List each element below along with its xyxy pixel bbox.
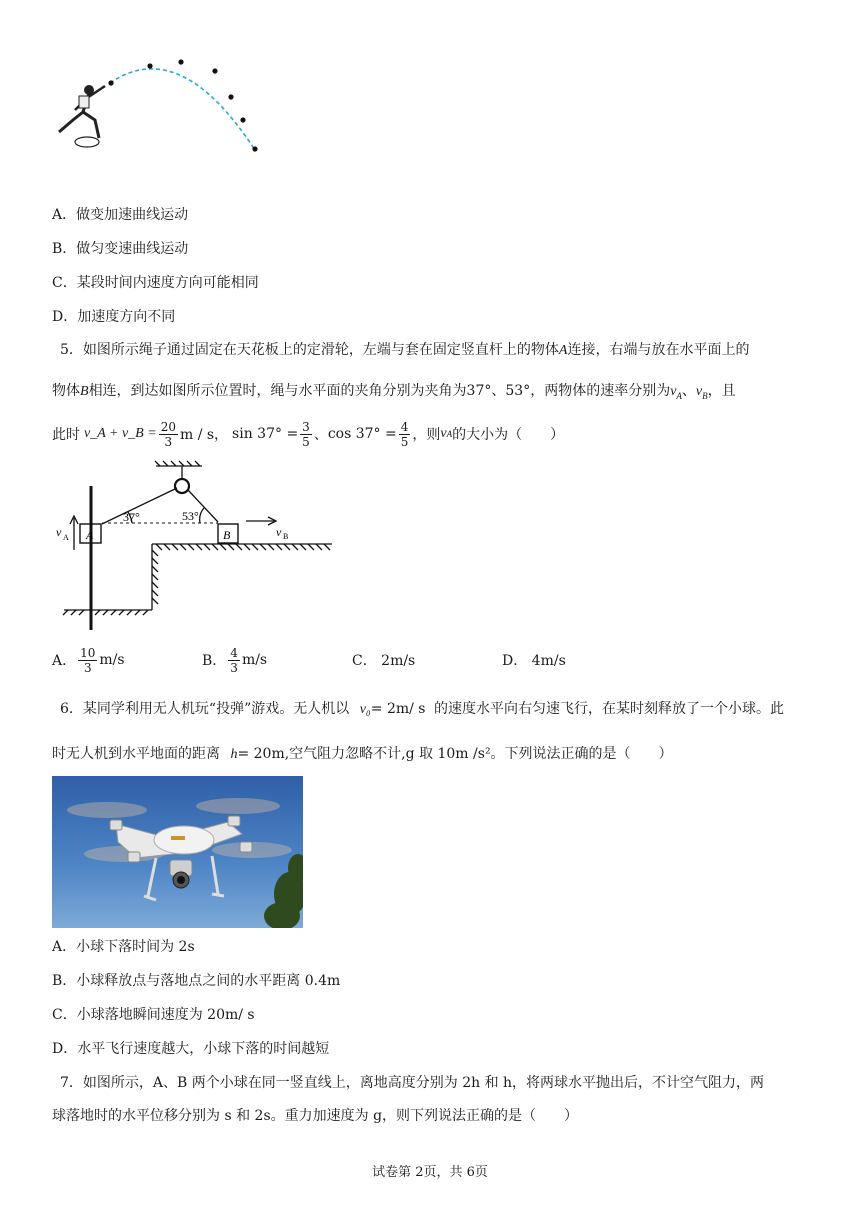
q5-stem-line3: 此时 v_A + v_B = $\frac{20}{3}$ m / s， sin 37° = $\frac{3}{5}$ 、 cos 37° = $\frac{4}{5}$ ，则 v A 的大小为（ ） <box>52 419 565 449</box>
q5-option-b: B． $\frac{4}{3}$ m/s <box>202 645 268 675</box>
q5-stem-line1: 5．如图所示绳子通过固定在天花板上的定滑轮，左端与套在固定竖直杆上的物体A连接，右端与放在水平面上的 <box>60 342 750 358</box>
q6-option-a: A．小球下落时间为 2s <box>52 939 195 955</box>
block-a-label: A <box>86 528 94 542</box>
pulley-system-figure <box>52 460 352 635</box>
q7-stem-line2: 球落地时的水平位移分别为 s 和 2s。重力加速度为 g，则下列说法正确的是（ ） <box>52 1108 579 1124</box>
q6-stem-line1: 6．某同学利用无人机玩“投弹”游戏。无人机以 v₀= 2m/ s 的速度水平向右匀速飞行，在某时刻释放了一个小球。此 <box>60 701 784 717</box>
q5-option-a: A． $\frac{10}{3}$ m/s <box>52 645 125 675</box>
trajectory-points <box>108 59 257 151</box>
q4-option-a: A．做变加速曲线运动 <box>52 207 189 223</box>
page-footer: 试卷第 2页，共 6页 <box>372 1165 488 1180</box>
block-b-label: B <box>223 528 231 542</box>
q6-option-c: C．小球落地瞬间速度为 20m/ s <box>52 1007 255 1023</box>
q4-option-b: B．做匀变速曲线运动 <box>52 241 189 257</box>
q5-option-d: D． 4m/s <box>502 653 566 669</box>
velocity-b-label: v <box>276 525 282 539</box>
athlete-figure <box>59 86 105 147</box>
svg-text:A: A <box>63 533 69 542</box>
q7-stem-line1: 7．如图所示，A、B 两个小球在同一竖直线上，离地高度分别为 2h 和 h，将两球水平抛出后，不计空气阻力，两 <box>60 1075 765 1091</box>
q6-option-d: D．水平飞行速度越大，小球下落的时间越短 <box>52 1041 330 1057</box>
svg-text:B: B <box>283 532 289 541</box>
shot-put-trajectory-figure <box>45 50 275 165</box>
q6-stem-line2: 时无人机到水平地面的距离 h= 20m,空气阻力忽略不计,g 取 10m /s²。下列说法正确的是（ ） <box>52 746 673 762</box>
q4-option-c: C．某段时间内速度方向可能相同 <box>52 275 259 291</box>
q4-option-d: D．加速度方向不同 <box>52 309 176 325</box>
q5-fraction-4-5: $\frac{4}{5}$ <box>400 419 409 449</box>
angle-53-label: 53° <box>182 509 199 523</box>
trajectory-curve <box>110 69 255 150</box>
q5-sum-expression: v_A + v_B = <box>84 426 157 441</box>
q5-option-c: C． 2m/s <box>352 653 416 669</box>
q5-fraction-20-3: $\frac{20}{3}$ <box>160 419 176 449</box>
angle-37-label: 37° <box>123 510 140 524</box>
q5-stem-line2: 物体B相连，到达如图所示位置时，绳与水平面的夹角分别为夹角为37°、53°，两物体的速率分别为$v_A$、$v_B$，且 <box>52 383 736 401</box>
q5-fraction-3-5: $\frac{3}{5}$ <box>302 419 310 449</box>
q6-option-b: B．小球释放点与落地点之间的水平距离 0.4m <box>52 973 341 989</box>
velocity-a-label: v <box>56 525 62 539</box>
drone-photo <box>52 776 303 928</box>
